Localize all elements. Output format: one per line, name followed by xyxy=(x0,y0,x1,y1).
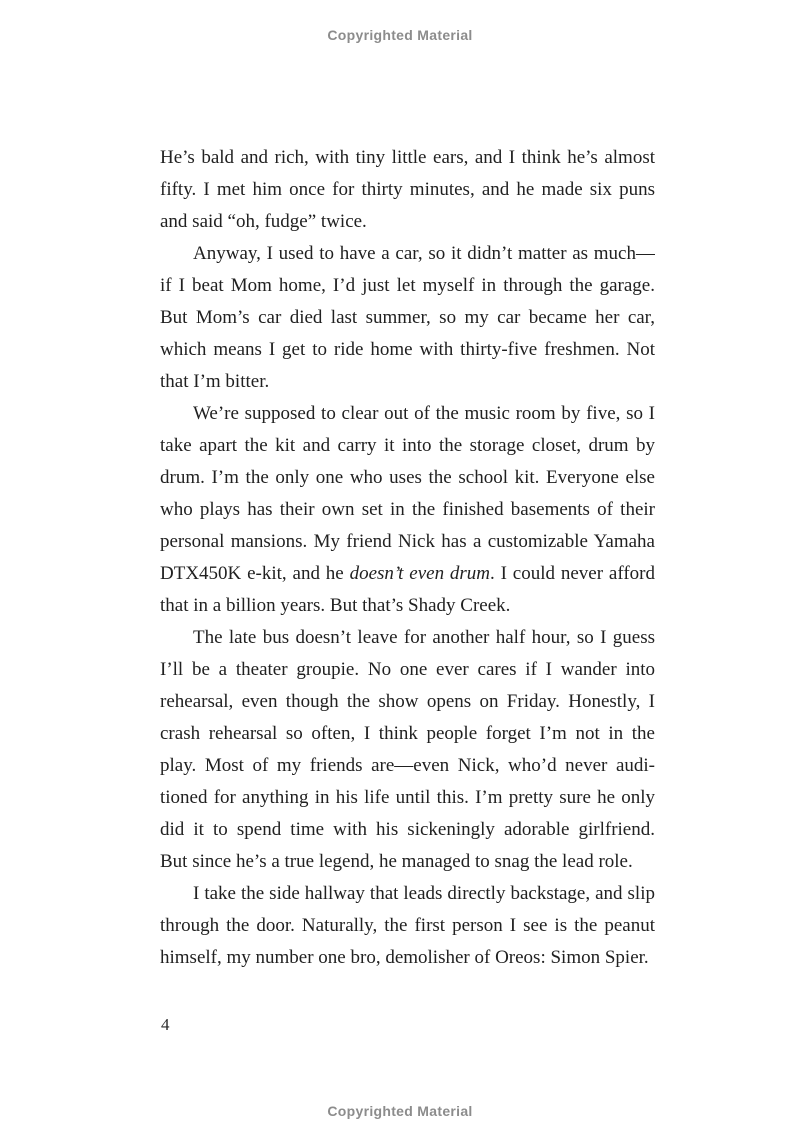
text-segment: that in a billion years. But that’s Shady Creek. xyxy=(160,595,511,616)
text-segment: crash rehearsal so often, I think people forget I’m not in the xyxy=(160,723,655,744)
text-line xyxy=(160,398,655,430)
text-line xyxy=(160,558,655,590)
text-line xyxy=(160,590,655,622)
text-segment: tioned for anything in his life until this. I’m pretty sure he only xyxy=(160,787,655,808)
text-line xyxy=(160,366,655,398)
text-segment: himself, my number one bro, demolisher of Oreos: Simon Spier. xyxy=(160,947,649,968)
text-line xyxy=(160,302,655,334)
paragraph xyxy=(160,398,655,622)
text-line xyxy=(160,238,655,270)
text-segment: fifty. I met him once for thirty minutes, and he made six puns xyxy=(160,179,655,200)
text-line xyxy=(160,142,655,174)
text-segment: take apart the kit and carry it into the storage closet, drum by xyxy=(160,435,655,456)
text-line xyxy=(160,782,655,814)
text-line xyxy=(160,718,655,750)
text-segment: rehearsal, even though the show opens on Friday. Honestly, I xyxy=(160,691,655,712)
italic-text: doesn’t even drum xyxy=(349,563,491,584)
text-line xyxy=(160,526,655,558)
text-segment: personal mansions. My friend Nick has a customizable Yamaha xyxy=(160,531,655,552)
text-segment: who plays has their own set in the finished basements of their xyxy=(160,499,655,520)
paragraph xyxy=(160,142,655,238)
text-line xyxy=(160,750,655,782)
text-line xyxy=(160,686,655,718)
text-segment: did it to spend time with his sickeningly adorable girlfriend. xyxy=(160,819,655,840)
text-segment: drum. I’m the only one who uses the school kit. Everyone else xyxy=(160,467,655,488)
text-segment: The late bus doesn’t leave for another half hour, so I guess xyxy=(193,627,655,648)
text-segment: . I could never afford xyxy=(490,563,655,584)
text-line xyxy=(160,654,655,686)
text-segment: which means I get to ride home with thirty-five freshmen. Not xyxy=(160,339,655,360)
copyright-notice-top: Copyrighted Material xyxy=(327,27,473,43)
text-line xyxy=(160,430,655,462)
text-segment: play. Most of my friends are—even Nick, who’d never audi- xyxy=(160,755,655,776)
text-line xyxy=(160,334,655,366)
page-number: 4 xyxy=(161,1015,170,1034)
text-segment: DTX450K e-kit, and he xyxy=(160,563,350,584)
text-line xyxy=(160,494,655,526)
text-segment: and said “oh, fudge” twice. xyxy=(160,211,367,232)
text-segment: through the door. Naturally, the first person I see is the peanut xyxy=(160,915,655,936)
text-line xyxy=(160,174,655,206)
text-segment: But Mom’s car died last summer, so my car became her car, xyxy=(160,307,655,328)
text-line xyxy=(160,270,655,302)
text-line xyxy=(160,878,655,910)
text-segment: We’re supposed to clear out of the music room by five, so I xyxy=(193,403,655,424)
text-segment: But since he’s a true legend, he managed to snag the lead role. xyxy=(160,851,633,872)
text-line xyxy=(160,206,655,238)
text-segment: I take the side hallway that leads directly backstage, and slip xyxy=(193,883,655,904)
text-line xyxy=(160,846,655,878)
text-segment: I’ll be a theater groupie. No one ever cares if I wander into xyxy=(160,659,655,680)
text-segment: He’s bald and rich, with tiny little ears, and I think he’s almost xyxy=(160,147,655,168)
text-line xyxy=(160,814,655,846)
text-segment: that I’m bitter. xyxy=(160,371,270,392)
body-text xyxy=(160,142,655,974)
text-line xyxy=(160,622,655,654)
text-line xyxy=(160,910,655,942)
text-line xyxy=(160,942,655,974)
copyright-notice-bottom: Copyrighted Material xyxy=(327,1103,473,1119)
text-segment: if I beat Mom home, I’d just let myself in through the garage. xyxy=(160,275,655,296)
paragraph xyxy=(160,622,655,878)
paragraph xyxy=(160,878,655,974)
text-line xyxy=(160,462,655,494)
text-segment: Anyway, I used to have a car, so it didn’t matter as much— xyxy=(193,243,655,264)
paragraph xyxy=(160,238,655,398)
